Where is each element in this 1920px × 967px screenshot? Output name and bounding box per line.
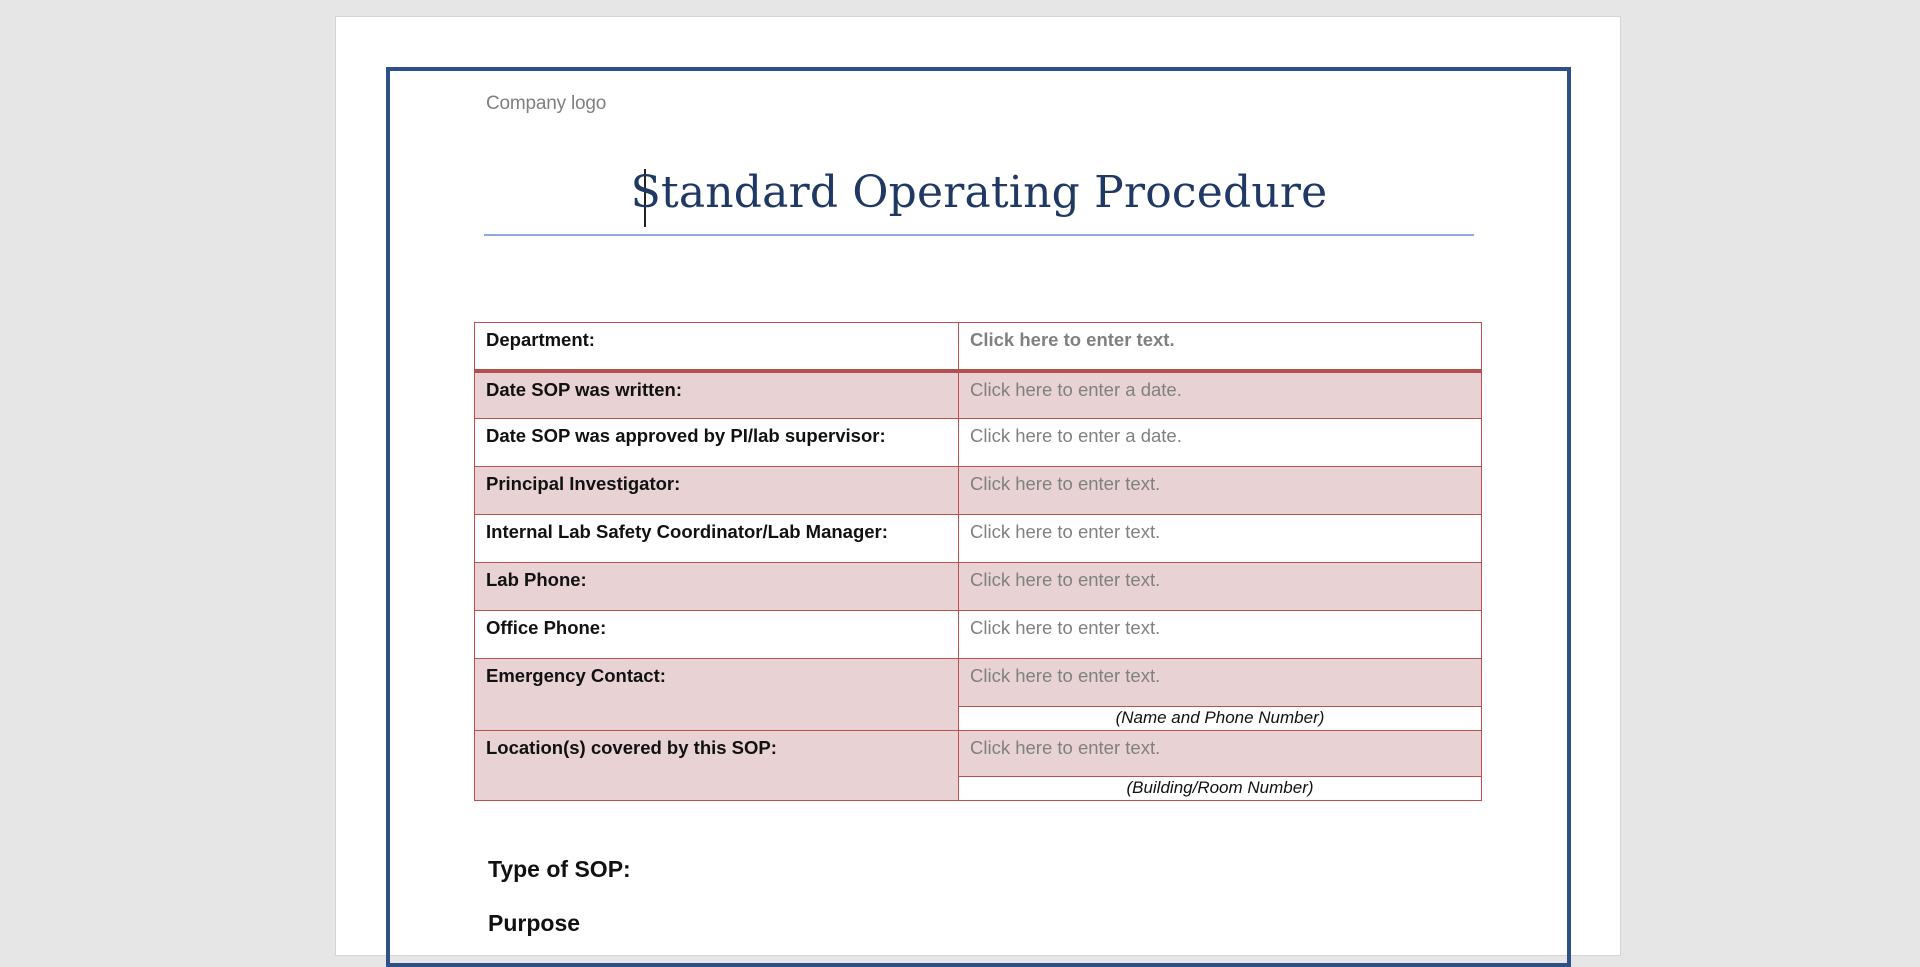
document-page [335,16,1621,956]
safety-coordinator-field[interactable]: Click here to enter text. [959,515,1482,563]
department-field[interactable]: Click here to enter text. [959,323,1482,371]
date-written-picker[interactable]: Click here to enter a date. [959,371,1482,419]
table-row-office-phone [475,611,1482,659]
lab-phone-field[interactable]: Click here to enter text. [959,563,1482,611]
title-underline [484,234,1474,236]
label-date-approved: Date SOP was approved by PI/lab supervisor: [475,419,959,467]
emergency-contact-field[interactable]: Click here to enter text. [959,659,1482,707]
table-row-date-written [475,371,1482,419]
heading-purpose: Purpose [488,910,581,936]
location-field[interactable]: Click here to enter text. [959,731,1482,777]
table-row-location [475,731,1482,777]
table-row-department [475,323,1482,371]
emergency-contact-hint: (Name and Phone Number) [959,707,1482,731]
label-safety-coordinator: Internal Lab Safety Coordinator/Lab Manager: [475,515,959,563]
date-approved-picker[interactable]: Click here to enter a date. [959,419,1482,467]
location-hint: (Building/Room Number) [959,777,1482,801]
principal-investigator-field[interactable]: Click here to enter text. [959,467,1482,515]
label-location: Location(s) covered by this SOP: [475,731,959,801]
office-phone-field[interactable]: Click here to enter text. [959,611,1482,659]
document-title[interactable]: Standard Operating Procedure [630,167,1328,218]
table-row-lab-phone [475,563,1482,611]
table-row-date-approved [475,419,1482,467]
table-row-principal-investigator [475,467,1482,515]
label-office-phone: Office Phone: [475,611,959,659]
label-department: Department: [475,323,959,371]
label-date-written: Date SOP was written: [475,371,959,419]
table-row-emergency-contact [475,659,1482,707]
label-emergency-contact: Emergency Contact: [475,659,959,731]
heading-type-of-sop: Type of SOP: [488,856,631,882]
label-principal-investigator: Principal Investigator: [475,467,959,515]
company-logo-placeholder[interactable]: Company logo [486,93,607,114]
table-row-safety-coordinator [475,515,1482,563]
label-lab-phone: Lab Phone: [475,563,959,611]
sop-info-table [474,322,1482,801]
